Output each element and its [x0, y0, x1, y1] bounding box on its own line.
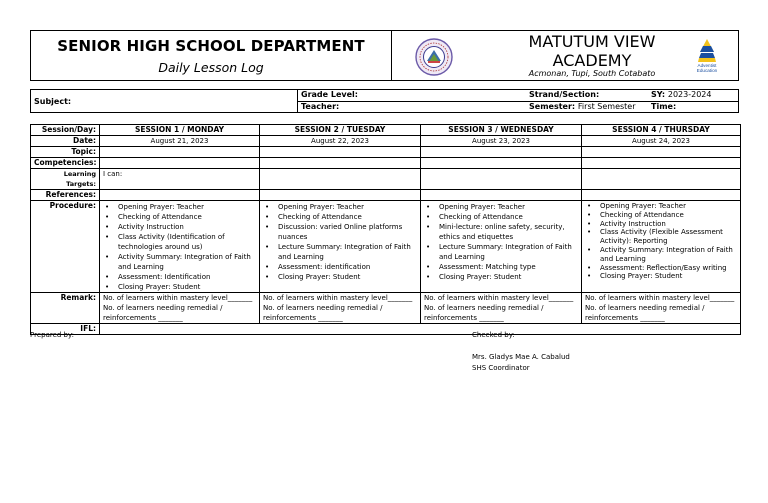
procedure-item: • Opening Prayer: Teacher — [263, 202, 417, 212]
session-2-header: SESSION 2 / TUESDAY — [260, 125, 421, 136]
references-label: References: — [31, 190, 100, 201]
procedure-list — [424, 201, 578, 282]
learning-targets-label: Learning Targets: — [31, 169, 100, 190]
procedure-list — [263, 201, 417, 282]
daily-lesson-log-table — [30, 124, 741, 335]
strand-label: Strand/Section: — [529, 90, 600, 99]
session-2-remark[interactable] — [260, 293, 421, 324]
session-4-targets[interactable] — [582, 169, 741, 190]
svg-text:Adventist: Adventist — [697, 63, 717, 68]
session-3-remark[interactable] — [421, 293, 582, 324]
session-2-competencies[interactable] — [260, 158, 421, 169]
procedure-item: • Activity Summary: Integration of Faith and Learning — [103, 252, 256, 272]
semester-value: First Semester — [577, 102, 636, 111]
procedure-item: • Class Activity (Identification of technologies around us) — [103, 232, 256, 252]
lesson-info-table — [30, 89, 739, 113]
school-seal-icon — [415, 38, 453, 76]
procedure-item: • Mini-lecture: online safety, security, ethics and etiquettes — [424, 222, 578, 242]
ifl-label: IFL: — [31, 324, 100, 335]
procedure-item: • Opening Prayer: Teacher — [585, 202, 737, 211]
procedure-item: • Assessment: Reflection/Easy writing — [585, 264, 737, 273]
session-2-date[interactable]: August 22, 2023 — [260, 136, 421, 147]
department-block — [31, 31, 392, 80]
procedure-item: • Closing Prayer: Student — [103, 282, 256, 292]
checked-by-label: Checked by: — [472, 331, 515, 339]
procedure-list — [585, 201, 737, 281]
topic-label: Topic: — [31, 147, 100, 158]
procedure-item: • Checking of Attendance — [263, 212, 417, 222]
grade-level-cell — [301, 90, 358, 99]
date-row — [31, 136, 741, 147]
learning-targets-row — [31, 169, 741, 190]
procedure-item: • Opening Prayer: Teacher — [424, 202, 578, 212]
session-4-competencies[interactable] — [582, 158, 741, 169]
school-year-label: SY: — [651, 90, 666, 99]
session-3-procedure[interactable] — [421, 201, 582, 293]
remark-reinforcements: reinforcements _______ — [263, 314, 343, 322]
session-1-remark[interactable] — [100, 293, 260, 324]
document-header — [30, 30, 739, 81]
procedure-item: • Closing Prayer: Student — [263, 272, 417, 282]
grade-level-label: Grade Level: — [301, 90, 358, 99]
department-title: SENIOR HIGH SCHOOL DEPARTMENT — [57, 36, 365, 55]
remark-reinforcements: reinforcements _______ — [424, 314, 504, 322]
teacher-label: Teacher: — [301, 102, 340, 111]
checker-name: Mrs. Gladys Mae A. Cabalud — [472, 353, 570, 361]
session-4-date[interactable]: August 24, 2023 — [582, 136, 741, 147]
session-row — [31, 125, 741, 136]
procedure-label: Procedure: — [31, 201, 100, 293]
session-4-references[interactable] — [582, 190, 741, 201]
session-3-date[interactable]: August 23, 2023 — [421, 136, 582, 147]
remark-mastery: No. of learners within mastery level_______ — [585, 294, 735, 302]
procedure-item: • Assessment: Matching type — [424, 262, 578, 272]
semester-cell — [529, 102, 636, 111]
session-3-competencies[interactable] — [421, 158, 582, 169]
procedure-list — [103, 201, 256, 292]
remark-mastery: No. of learners within mastery level_______ — [103, 294, 253, 302]
prepared-by-label: Prepared by: — [30, 331, 74, 339]
procedure-item: • Lecture Summary: Integration of Faith and Learning — [424, 242, 578, 262]
competencies-row — [31, 158, 741, 169]
session-4-remark[interactable] — [582, 293, 741, 324]
session-1-targets[interactable]: I can: — [100, 169, 260, 190]
session-3-topic[interactable] — [421, 147, 582, 158]
semester-label: Semester: — [529, 102, 576, 111]
session-1-date[interactable]: August 21, 2023 — [100, 136, 260, 147]
procedure-item: • Lecture Summary: Integration of Faith and Learning — [263, 242, 417, 262]
session-label: Session/Day: — [31, 125, 100, 136]
procedure-item: • Opening Prayer: Teacher — [103, 202, 256, 212]
session-4-topic[interactable] — [582, 147, 741, 158]
session-1-procedure[interactable] — [100, 201, 260, 293]
remark-reinforcements: reinforcements _______ — [103, 314, 183, 322]
time-cell — [651, 102, 676, 111]
school-name: MATUTUM VIEW ACADEMY — [528, 32, 656, 70]
procedure-item: • Discussion: varied Online platforms nuances — [263, 222, 417, 242]
procedure-item: • Activity Instruction — [585, 220, 737, 229]
session-4-header: SESSION 4 / THURSDAY — [582, 125, 741, 136]
school-block — [392, 31, 738, 80]
strand-cell — [529, 90, 599, 99]
session-1-topic[interactable] — [100, 147, 260, 158]
remark-label: Remark: — [31, 293, 100, 324]
session-3-targets[interactable] — [421, 169, 582, 190]
session-1-references[interactable] — [100, 190, 260, 201]
adventist-education-logo — [692, 38, 722, 74]
procedure-item: • Assessment: identification — [263, 262, 417, 272]
time-label: Time: — [651, 102, 677, 111]
session-2-targets[interactable] — [260, 169, 421, 190]
session-1-competencies[interactable] — [100, 158, 260, 169]
remark-mastery: No. of learners within mastery level_______ — [424, 294, 574, 302]
session-3-references[interactable] — [421, 190, 582, 201]
remark-remedial: No. of learners needing remedial / — [263, 304, 383, 312]
topic-row — [31, 147, 741, 158]
procedure-item: • Closing Prayer: Student — [585, 272, 737, 281]
procedure-item: • Checking of Attendance — [585, 211, 737, 220]
subject-label: Subject: — [34, 97, 72, 106]
session-2-references[interactable] — [260, 190, 421, 201]
remark-remedial: No. of learners needing remedial / — [585, 304, 705, 312]
document-type: Daily Lesson Log — [158, 59, 264, 75]
subject-cell — [31, 90, 298, 112]
remark-remedial: No. of learners needing remedial / — [424, 304, 544, 312]
session-4-procedure[interactable] — [582, 201, 741, 293]
date-label: Date: — [31, 136, 100, 147]
school-year-value: 2023-2024 — [667, 90, 712, 99]
remark-reinforcements: reinforcements _______ — [585, 314, 665, 322]
ifl-value[interactable] — [100, 324, 741, 335]
remark-row — [31, 293, 741, 324]
remark-remedial: No. of learners needing remedial / — [103, 304, 223, 312]
procedure-item: • Activity Instruction — [103, 222, 256, 232]
procedure-row — [31, 201, 741, 293]
competencies-label: Competencies: — [31, 158, 100, 169]
svg-text:Education: Education — [696, 68, 718, 73]
session-2-topic[interactable] — [260, 147, 421, 158]
references-row — [31, 190, 741, 201]
procedure-item: • Checking of Attendance — [424, 212, 578, 222]
teacher-cell — [301, 102, 339, 111]
school-address: Acmonan, Tupi, South Cotabato — [528, 69, 656, 78]
procedure-item: • Checking of Attendance — [103, 212, 256, 222]
procedure-item: • Assessment: Identification — [103, 272, 256, 282]
session-1-header: SESSION 1 / MONDAY — [100, 125, 260, 136]
remark-mastery: No. of learners within mastery level_______ — [263, 294, 413, 302]
checker-title: SHS Coordinator — [472, 364, 530, 372]
ifl-row — [31, 324, 741, 335]
school-year-cell — [651, 90, 711, 99]
procedure-item: • Closing Prayer: Student — [424, 272, 578, 282]
session-3-header: SESSION 3 / WEDNESDAY — [421, 125, 582, 136]
procedure-item: • Class Activity (Flexible Assessment Activity): Reporting — [585, 228, 737, 246]
session-2-procedure[interactable] — [260, 201, 421, 293]
procedure-item: • Activity Summary: Integration of Faith and Learning — [585, 246, 737, 264]
